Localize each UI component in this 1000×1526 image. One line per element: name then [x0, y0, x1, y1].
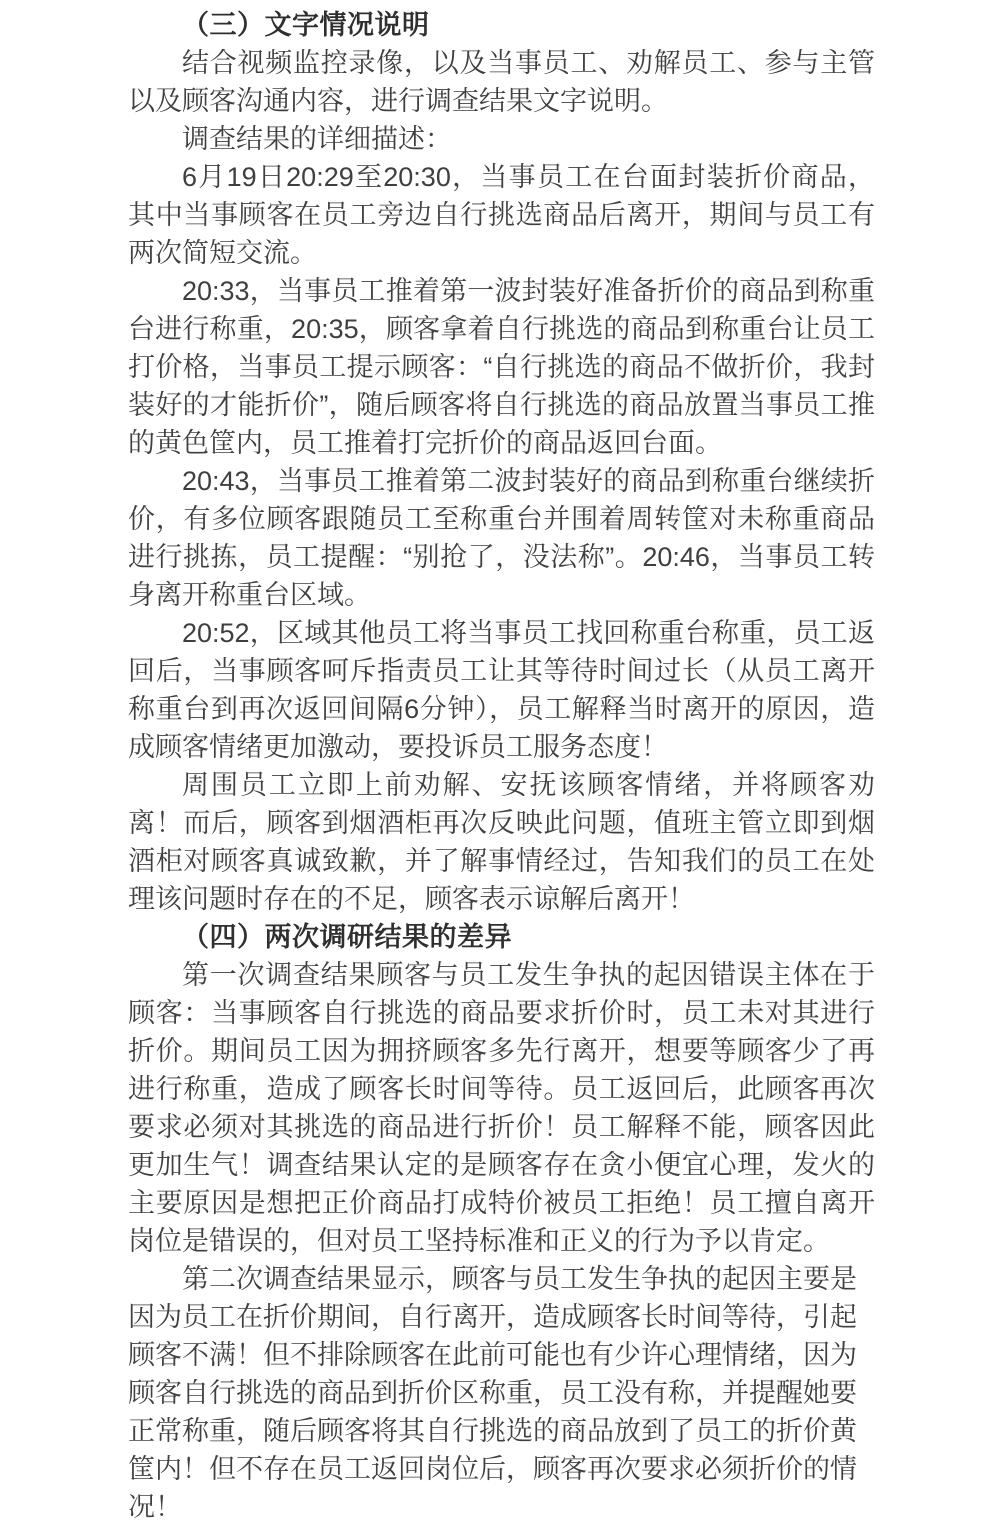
- section-heading-four: （四）两次调研结果的差异: [182, 922, 512, 952]
- paragraph: 第一次调查结果顾客与员工发生争执的起因错误主体在于顾客：当事顾客自行挑选的商品要求折价时，员工未对其进行折价。期间员工因为拥挤顾客多先行离开，想要等顾客少了再进行称重，造成了顾客长时间等待。员工返回后，此顾客再次要求必须对其挑选的商品进行折价！员工解释不能，顾客因此更加生气！调查结果认定的是顾客存在贪小便宜心理，发火的主要原因是想把正价商品打成特价被员工拒绝！员工擅自离开岗位是错误的，但对员工坚持标准和正义的行为予以肯定。: [128, 960, 875, 1256]
- paragraph: 结合视频监控录像，以及当事员工、劝解员工、参与主管以及顾客沟通内容，进行调查结果文字说明。: [128, 48, 875, 116]
- paragraph: 20:43，当事员工推着第二波封装好的商品到称重台继续折价，有多位顾客跟随员工至称重台并围着周转筐对未称重商品进行挑拣，员工提醒：“别抢了，没法称”。20:46，当事员工转身离开称重台区域。: [128, 466, 875, 610]
- paragraph: 20:52，区域其他员工将当事员工找回称重台称重，员工返回后，当事顾客呵斥指责员工让其等待时间过长（从员工离开称重台到再次返回间隔6分钟），员工解释当时离开的原因，造成顾客情绪更加激动，要投诉员工服务态度！: [128, 618, 875, 762]
- section-heading-three: （三）文字情况说明: [182, 10, 430, 40]
- paragraph: 第二次调查结果显示，顾客与员工发生争执的起因主要是因为员工在折价期间，自行离开，造成顾客长时间等待，引起顾客不满！但不排除顾客在此前可能也有少许心理情绪，因为顾客自行挑选的商品到折价区称重，员工没有称，并提醒她要正常称重，随后顾客将其自行挑选的商品放到了员工的折价黄筐内！但不存在员工返回岗位后，顾客再次要求必须折价的情况！: [128, 1264, 857, 1522]
- paragraph: 6月19日20:29至20:30，当事员工在台面封装折价商品，其中当事顾客在员工旁边自行挑选商品后离开，期间与员工有两次简短交流。: [128, 162, 875, 268]
- paragraph: 调查结果的详细描述：: [182, 124, 452, 154]
- paragraph: 20:33，当事员工推着第一波封装好准备折价的商品到称重台进行称重，20:35，顾客拿着自行挑选的商品到称重台让员工打价格，当事员工提示顾客：“自行挑选的商品不做折价，我封装好的才能折价”，随后顾客将自行挑选的商品放置当事员工推的黄色筐内，员工推着打完折价的商品返回台面。: [128, 276, 875, 458]
- document-body: [128, 6, 875, 1526]
- paragraph: 周围员工立即上前劝解、安抚该顾客情绪，并将顾客劝离！而后，顾客到烟酒柜再次反映此问题，值班主管立即到烟酒柜对顾客真诚致歉，并了解事情经过，告知我们的员工在处理该问题时存在的不足，顾客表示谅解后离开！: [128, 770, 875, 914]
